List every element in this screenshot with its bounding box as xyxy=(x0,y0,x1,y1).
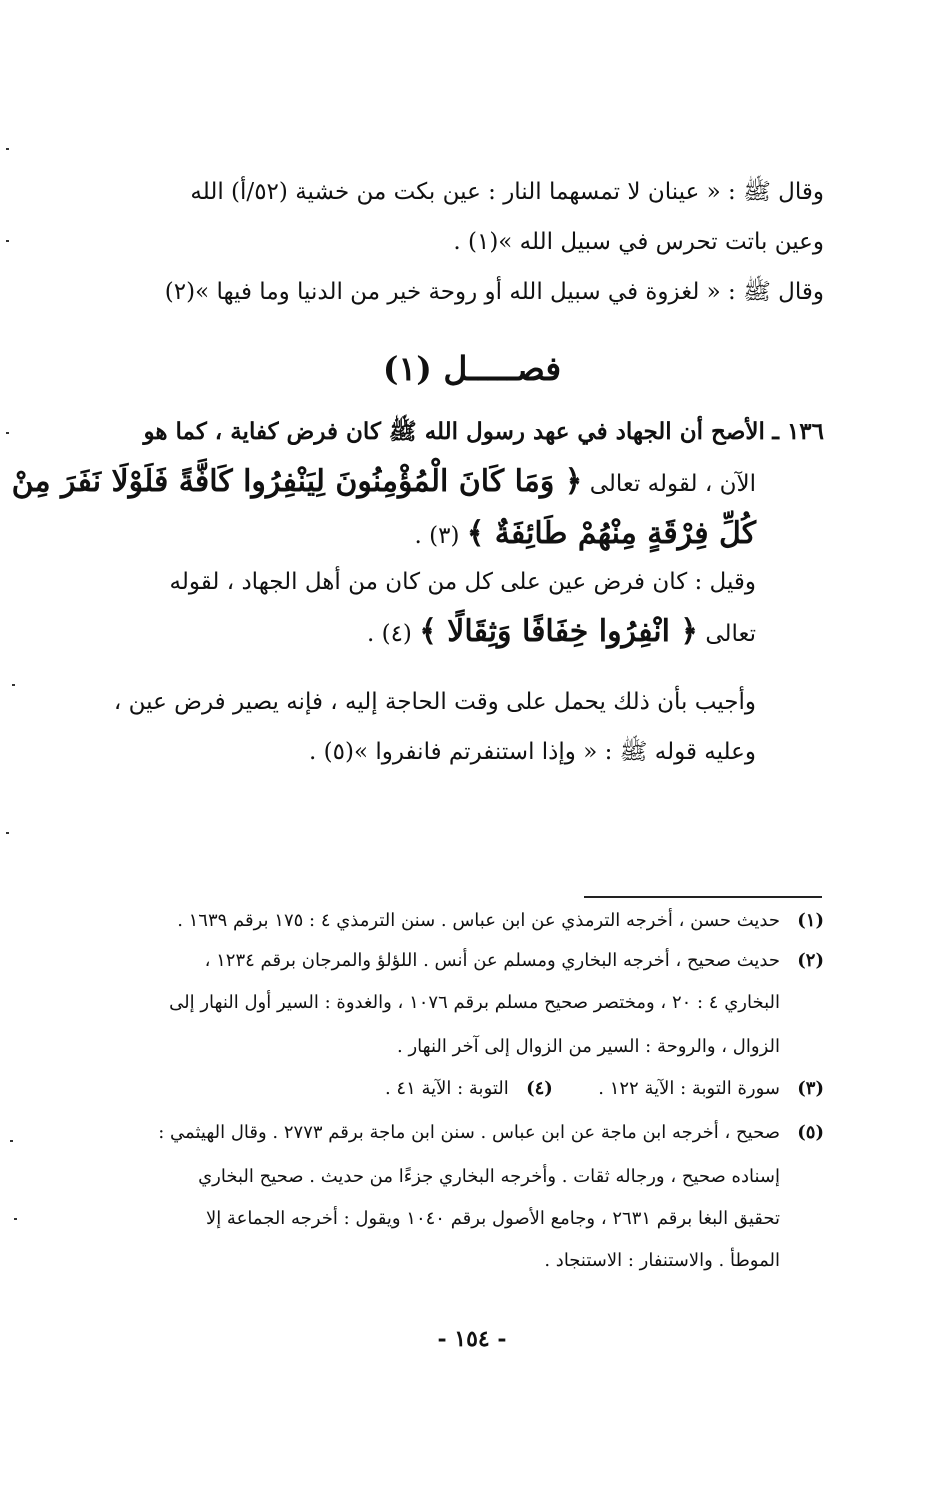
footnote-4-text: التوبة : الآية ٤١ . xyxy=(384,1078,509,1099)
paragraph-136-text: الأصح أن الجهاد في عهد رسول الله ﷺ كان فرض كفاية ، كما هو xyxy=(143,418,765,445)
scan-speck xyxy=(12,684,15,686)
scan-speck xyxy=(14,1218,17,1220)
paragraph-136-line-5 xyxy=(112,612,756,654)
paragraph-136-line-2 xyxy=(11,462,756,504)
footnote-2-cont-1: البخاري ٤ : ٢٠ ، ومختصر صحيح مسلم برقم ١٠٧٦ ، والغدوة : السير أول النهار إلى xyxy=(169,992,780,1013)
footnote-ref-4: (٤) . xyxy=(366,621,412,647)
footnote-2 xyxy=(120,942,824,980)
body-line-1: وقال ﷺ : « عينان لا تمسهما النار : عين بكت من خشية (٥٢/أ) الله xyxy=(190,179,824,205)
footnote-1 xyxy=(120,902,824,940)
quran-verse-tawba-122-part-1: ﴿ وَمَا كَانَ الْمُؤْمِنُونَ لِيَنْفِرُوا كَافَّةً فَلَوْلَا نَفَرَ مِنْ xyxy=(11,464,583,499)
footnote-5-cont-3: الموطأ . والاستنفار : الاستنجاد . xyxy=(544,1250,780,1271)
footnote-ref-3: (٣) . xyxy=(414,523,460,549)
body-line-2: وعين باتت تحرس في سبيل الله »(١) . xyxy=(453,229,824,255)
paragraph-136-line-3 xyxy=(112,514,756,556)
paragraph-136-line-7: وعليه قوله ﷺ : « وإذا استنفرتم فانفروا »(٥) . xyxy=(309,739,756,765)
footnote-5-cont-1: إسناده صحيح ، ورجاله ثقات . وأخرجه البخاري جزءًا من حديث . صحيح البخاري xyxy=(198,1166,780,1187)
footnote-1-number: (١) xyxy=(797,910,824,931)
scan-speck xyxy=(6,832,9,834)
scan-speck xyxy=(6,432,9,434)
body-line-3: وقال ﷺ : « لغزوة في سبيل الله أو روحة خير من الدنيا وما فيها »(٢) xyxy=(164,279,824,305)
footnote-2-cont-2: الزوال ، والروحة : السير من الزوال إلى آخر النهار . xyxy=(397,1036,780,1057)
verse-intro-text: الآن ، لقوله تعالى xyxy=(589,471,756,497)
scan-speck xyxy=(6,148,9,150)
paragraph-number: ١٣٦ ـ xyxy=(772,418,824,445)
footnote-4-number: (٤) xyxy=(526,1078,553,1099)
footnote-5-number: (٥) xyxy=(797,1122,824,1143)
scan-speck xyxy=(6,240,9,242)
footnote-5 xyxy=(120,1114,824,1152)
section-heading: فصـــــل (١) xyxy=(382,349,562,388)
footnote-3-number: (٣) xyxy=(797,1078,824,1099)
footnote-5-cont-2: تحقيق البغا برقم ٢٦٣١ ، وجامع الأصول برقم ١٠٤٠ ويقول : أخرجه الجماعة إلا xyxy=(205,1208,780,1229)
paragraph-136-line-1 xyxy=(112,412,824,452)
footnote-2-number: (٢) xyxy=(797,950,824,971)
footnote-5-text: صحيح ، أخرجه ابن ماجة عن ابن عباس . سنن ابن ماجة برقم ٢٧٧٣ . وقال الهيثمي : xyxy=(158,1122,780,1143)
footnote-3-text: سورة التوبة : الآية ١٢٢ . xyxy=(598,1078,780,1099)
footnote-3-4 xyxy=(120,1070,824,1108)
quran-verse-tawba-41: ﴿ انْفِرُوا خِفَافًا وَثِقَالًا ﴾ xyxy=(419,614,698,649)
verse-intro-text-2: تعالى xyxy=(705,621,756,647)
footnote-2-text: حديث صحيح ، أخرجه البخاري ومسلم عن أنس . اللؤلؤ والمرجان برقم ١٢٣٤ ، xyxy=(204,950,780,971)
paragraph-136-line-4: وقيل : كان فرض عين على كل من كان من أهل الجهاد ، لقوله xyxy=(169,569,756,595)
footnote-1-text: حديث حسن ، أخرجه الترمذي عن ابن عباس . سنن الترمذي ٤ : ١٧٥ برقم ١٦٣٩ . xyxy=(177,910,780,931)
quran-verse-tawba-122-part-2: كُلِّ فِرْقَةٍ مِنْهُمْ طَائِفَةٌ ﴾ xyxy=(466,516,756,551)
scan-speck xyxy=(10,1140,13,1142)
paragraph-136-line-6: وأجيب بأن ذلك يحمل على وقت الحاجة إليه ، فإنه يصير فرض عين ، xyxy=(113,689,756,715)
page-number: - ١٥٤ - xyxy=(437,1326,507,1352)
footnote-separator xyxy=(584,896,822,898)
